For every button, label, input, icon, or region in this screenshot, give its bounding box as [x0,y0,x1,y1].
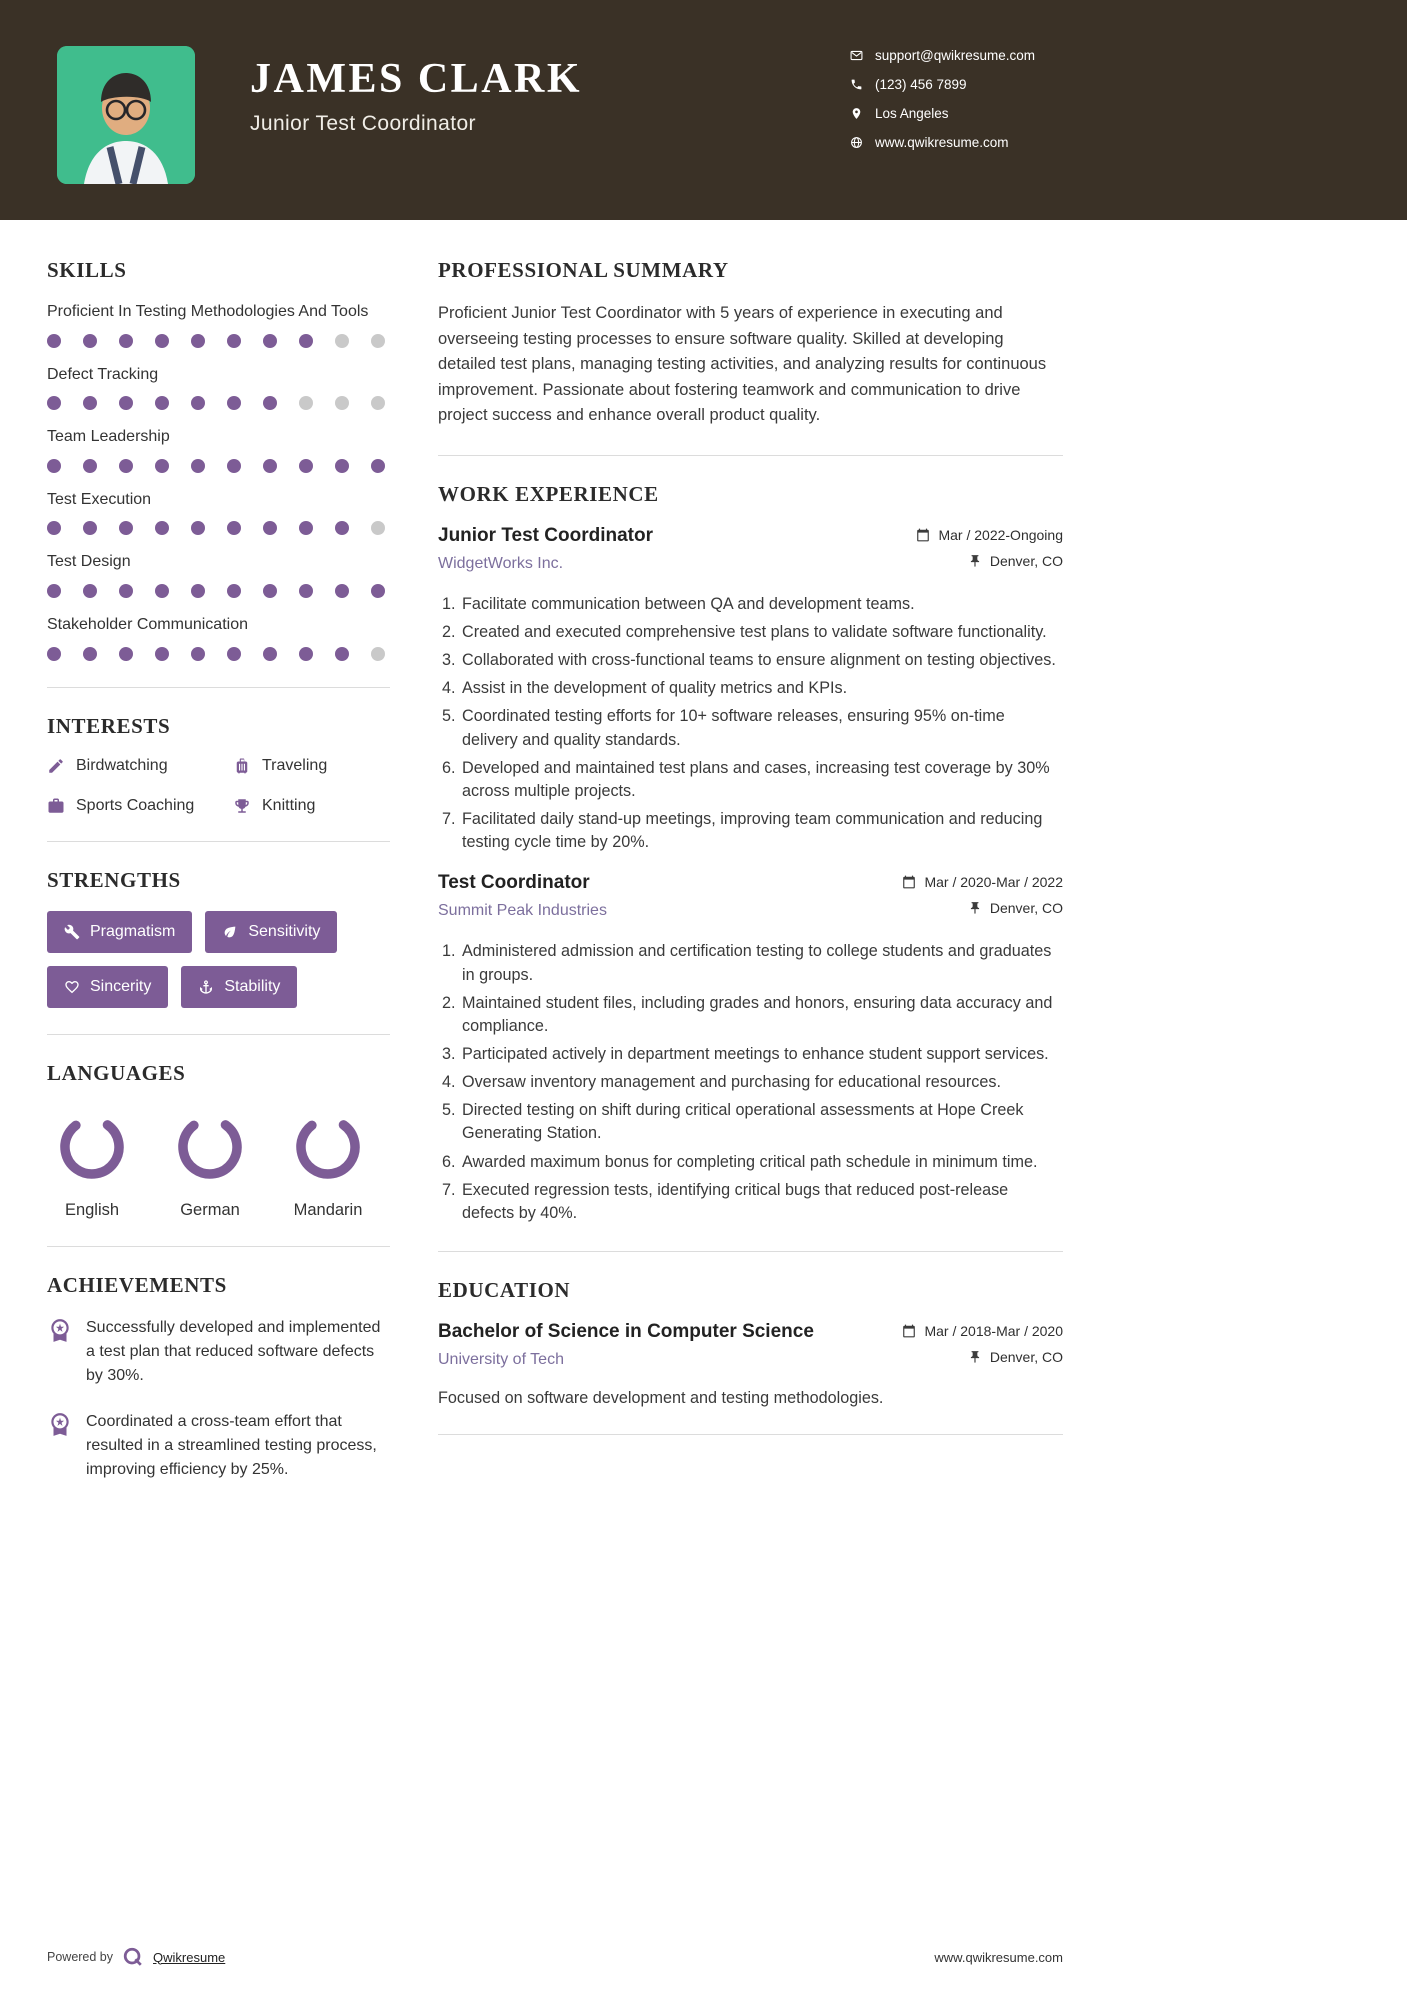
rating-dot-filled [299,647,313,661]
interest-item [47,757,233,775]
divider [47,841,390,842]
anchor-icon [198,979,214,995]
language-item [165,1112,255,1220]
rating-dot-filled [83,459,97,473]
award-icon [47,1411,73,1437]
language-item [283,1112,373,1220]
education-main [438,1321,814,1369]
rating-dot-empty [371,647,385,661]
experience-section [438,482,1063,1225]
degree-title: Bachelor of Science in Computer Science [438,1321,814,1343]
contact-item[interactable] [850,135,1035,150]
skills-section [47,258,390,661]
job-meta [916,525,1063,579]
rating-dot-filled [47,459,61,473]
rating-dot-filled [47,521,61,535]
rating-dot-filled [227,647,241,661]
skill-item [47,551,390,598]
rating-dot-filled [263,521,277,535]
rating-dot-filled [119,521,133,535]
rating-dot-filled [155,521,169,535]
rating-dot-filled [191,647,205,661]
right-column [438,258,1063,1504]
job-bullet: 6. Developed and maintained test plans and cases, increasing test coverage by 30% across multiple projects. [460,757,1063,803]
skill-label: Stakeholder Communication [47,615,248,633]
powered-by-label: Powered by [47,1950,114,1964]
contact-item[interactable] [850,48,1035,63]
contact-item[interactable] [850,77,1035,92]
strengths-section [47,868,390,1008]
job-dates [916,527,1063,543]
rating-dot-filled [47,396,61,410]
skill-label: Defect Tracking [47,365,159,383]
rating-dot-filled [83,334,97,348]
strength-badge [47,966,168,1008]
strength-badge [205,911,337,953]
rating-dot-filled [191,334,205,348]
job-location [902,900,1063,916]
calendar-icon [916,528,930,542]
strength-badge [47,911,192,953]
divider [47,1034,390,1035]
rating-dot-filled [227,521,241,535]
achievement-text: Coordinated a cross-team effort that resulted in a streamlined testing process, improving efficiency by 25%. [86,1412,377,1478]
skill-label: Team Leadership [47,428,170,446]
pushpin-icon [968,554,982,568]
jobs-list [438,525,1063,1225]
rating-dot-filled [227,396,241,410]
job-bullet: 1. Facilitate communication between QA and development teams. [460,593,1063,616]
location-icon [850,107,863,120]
job-bullet: 2. Maintained student files, including grades and honors, ensuring data accuracy and compliance. [460,992,1063,1038]
rating-dot-filled [371,584,385,598]
skill-label: Test Execution [47,490,152,508]
avatar [57,46,195,184]
interests-list [47,757,390,815]
contact-item[interactable] [850,106,1035,121]
education-meta [902,1321,1063,1375]
education-entry [438,1321,1063,1375]
job-dates-text: Mar / 2020-Mar / 2022 [924,874,1063,891]
rating-dot-filled [119,584,133,598]
rating-dot-filled [263,396,277,410]
job-location-text: Denver, CO [989,552,1063,569]
achievements-section [47,1273,390,1482]
rating-dot-filled [119,647,133,661]
rating-dot-filled [227,584,241,598]
job-location [916,553,1063,569]
skill-rating [47,647,390,661]
achievement-item [47,1410,390,1482]
education-heading: EDUCATION [438,1278,571,1303]
skill-label: Test Design [47,553,131,571]
achievement-text: Successfully developed and implemented a test plan that reduced software defects by 30%. [86,1318,381,1384]
interest-label: Sports Coaching [76,796,195,814]
leaf-icon [222,924,238,940]
rating-dot-empty [335,396,349,410]
header [0,0,1407,220]
rating-dot-filled [47,584,61,598]
rating-dot-filled [83,521,97,535]
school-name: University of Tech [438,1351,564,1369]
person-job-title: Junior Test Coordinator [250,112,476,136]
language-gauge [175,1112,245,1182]
rating-dot-filled [335,521,349,535]
achievement-item [47,1316,390,1388]
job-entry [438,872,1063,1225]
job-dates [902,874,1063,890]
interests-heading: INTERESTS [47,713,171,738]
skill-rating [47,521,390,535]
divider [438,1434,1063,1435]
globe-icon [850,136,863,149]
rating-dot-empty [371,334,385,348]
rating-dot-filled [299,521,313,535]
rating-dot-filled [83,647,97,661]
job-bullet: 5. Coordinated testing efforts for 10+ software releases, ensuring 95% on-time delivery and quality standards. [460,705,1063,751]
languages-heading: LANGUAGES [47,1060,186,1085]
job-bullet: 4. Assist in the development of quality metrics and KPIs. [460,677,1063,700]
luggage-icon [233,757,251,775]
pushpin-icon [968,901,982,915]
qwikresume-logo-icon [122,1946,144,1968]
interest-label: Birdwatching [76,756,168,774]
rating-dot-filled [155,584,169,598]
experience-heading: WORK EXPERIENCE [438,481,659,506]
calendar-icon [902,875,916,889]
rating-dot-filled [263,459,277,473]
interest-item [233,757,390,775]
achievements-heading: ACHIEVEMENTS [47,1272,227,1297]
rating-dot-filled [263,647,277,661]
footer-brand[interactable] [47,1946,225,1968]
rating-dot-filled [47,647,61,661]
job-meta [902,872,1063,926]
job-company: Summit Peak Industries [438,902,607,920]
rating-dot-filled [191,396,205,410]
education-section [438,1278,1063,1408]
contact-list [850,46,1035,150]
rating-dot-filled [299,459,313,473]
skill-item [47,489,390,536]
job-bullet: 6. Awarded maximum bonus for completing critical path schedule in minimum time. [460,1151,1063,1174]
identity-block [250,46,582,136]
rating-dot-filled [191,584,205,598]
left-column [47,258,390,1504]
profile-photo [57,46,195,184]
job-title: Test Coordinator [438,872,590,894]
skill-label: Proficient In Testing Methodologies And Tools [47,303,369,320]
pen-icon [47,757,65,775]
job-bullet: 3. Collaborated with cross-functional teams to ensure alignment on testing objectives. [460,649,1063,672]
rating-dot-filled [299,584,313,598]
rating-dot-filled [191,459,205,473]
language-gauge [57,1112,127,1182]
rating-dot-filled [263,334,277,348]
summary-text: Proficient Junior Test Coordinator with 5 years of experience in executing and overseeing testing processes to ensure software quality. Skilled at developing detailed test plans, managing testing activities, and analyzing results for continuous improvement. Passionate about fostering teamwork and communication to drive project success and enhance overall product quality. [438,304,1047,425]
interest-item [233,797,390,815]
language-label: German [180,1200,240,1219]
summary-section [438,258,1063,429]
language-label: Mandarin [293,1200,363,1219]
job-title: Junior Test Coordinator [438,524,653,546]
job-company: WidgetWorks Inc. [438,554,564,572]
footer-website[interactable]: www.qwikresume.com [934,1949,1063,1965]
rating-dot-filled [83,396,97,410]
education-dates-text: Mar / 2018-Mar / 2020 [924,1323,1063,1340]
briefcase-icon [47,797,65,815]
heart-icon [64,979,80,995]
divider [438,1251,1063,1252]
pushpin-icon [968,1350,982,1364]
skill-item [47,614,390,661]
rating-dot-filled [155,459,169,473]
job-bullet: 3. Participated actively in department meetings to enhance student support services. [460,1043,1063,1066]
rating-dot-filled [155,334,169,348]
rating-dot-empty [371,396,385,410]
divider [47,687,390,688]
brand-link[interactable]: Qwikresume [153,1949,226,1965]
education-location [902,1349,1063,1365]
job-bullet: 7. Executed regression tests, identifying critical bugs that reduced post-release defects by 40%. [460,1179,1063,1225]
rating-dot-empty [335,334,349,348]
job-dates-text: Mar / 2022-Ongoing [938,526,1063,543]
phone-icon [850,78,863,91]
job-bullet: 5. Directed testing on shift during critical operational assessments at Hope Creek Generating Station. [460,1099,1063,1145]
calendar-icon [902,1324,916,1338]
skill-item [47,426,390,473]
skill-rating [47,584,390,598]
rating-dot-filled [227,459,241,473]
skill-rating [47,459,390,473]
rating-dot-filled [47,334,61,348]
job-bullet: 2. Created and executed comprehensive test plans to validate software functionality. [460,621,1063,644]
rating-dot-filled [119,334,133,348]
language-label: English [64,1200,120,1219]
rating-dot-filled [227,334,241,348]
rating-dot-filled [335,459,349,473]
interest-label: Knitting [262,796,316,814]
strengths-list [47,911,390,1008]
job-entry [438,525,1063,855]
rating-dot-filled [371,459,385,473]
education-dates [902,1323,1063,1339]
strength-badge [181,966,297,1008]
strength-label: Sincerity [90,977,152,995]
skills-list [47,301,390,661]
rating-dot-filled [155,647,169,661]
content-columns [0,220,1407,1504]
achievements-list [47,1316,390,1482]
job-bullet: 1. Administered admission and certification testing to college students and graduates in groups. [460,940,1063,986]
rating-dot-empty [371,521,385,535]
rating-dot-filled [191,521,205,535]
job-main [438,872,607,920]
rating-dot-filled [155,396,169,410]
trophy-icon [233,797,251,815]
rating-dot-empty [299,396,313,410]
job-bullets [438,593,1063,855]
job-bullet: 4. Oversaw inventory management and purchasing for educational resources. [460,1071,1063,1094]
rating-dot-filled [83,584,97,598]
award-icon [47,1317,73,1343]
language-gauge [293,1112,363,1182]
email-icon [850,49,863,62]
education-location-text: Denver, CO [989,1349,1063,1366]
skills-heading: SKILLS [47,258,127,282]
interest-label: Traveling [262,756,328,774]
job-bullet: 7. Facilitated daily stand-up meetings, improving team communication and reducing testing cycle time by 20%. [460,808,1063,854]
skill-rating [47,334,390,348]
rating-dot-filled [119,459,133,473]
person-name: JAMES CLARK [250,56,583,102]
job-main [438,525,653,573]
interests-section [47,714,390,815]
contact-text: (123) 456 7899 [874,77,967,92]
strength-label: Sensitivity [248,922,321,940]
education-note: Focused on software development and testing methodologies. [438,1389,884,1408]
strengths-heading: STRENGTHS [47,867,181,892]
rating-dot-filled [335,584,349,598]
languages-list [47,1104,390,1220]
languages-section [47,1061,390,1220]
contact-text: support@qwikresume.com [874,48,1035,63]
divider [438,455,1063,456]
skill-item [47,364,390,411]
rating-dot-filled [335,647,349,661]
wrench-icon [64,924,80,940]
skill-item [47,301,390,348]
strength-label: Stability [224,977,281,995]
job-head [438,525,1063,579]
footer [47,1946,1063,1968]
strength-label: Pragmatism [90,922,176,940]
language-item [47,1112,137,1220]
rating-dot-filled [299,334,313,348]
interest-item [47,797,233,815]
summary-heading: PROFESSIONAL SUMMARY [438,258,729,282]
skill-rating [47,396,390,410]
contact-text: www.qwikresume.com [874,135,1009,150]
job-bullets [438,940,1063,1225]
rating-dot-filled [263,584,277,598]
rating-dot-filled [119,396,133,410]
divider [47,1246,390,1247]
job-head [438,872,1063,926]
job-location-text: Denver, CO [989,900,1063,917]
contact-text: Los Angeles [874,106,949,121]
